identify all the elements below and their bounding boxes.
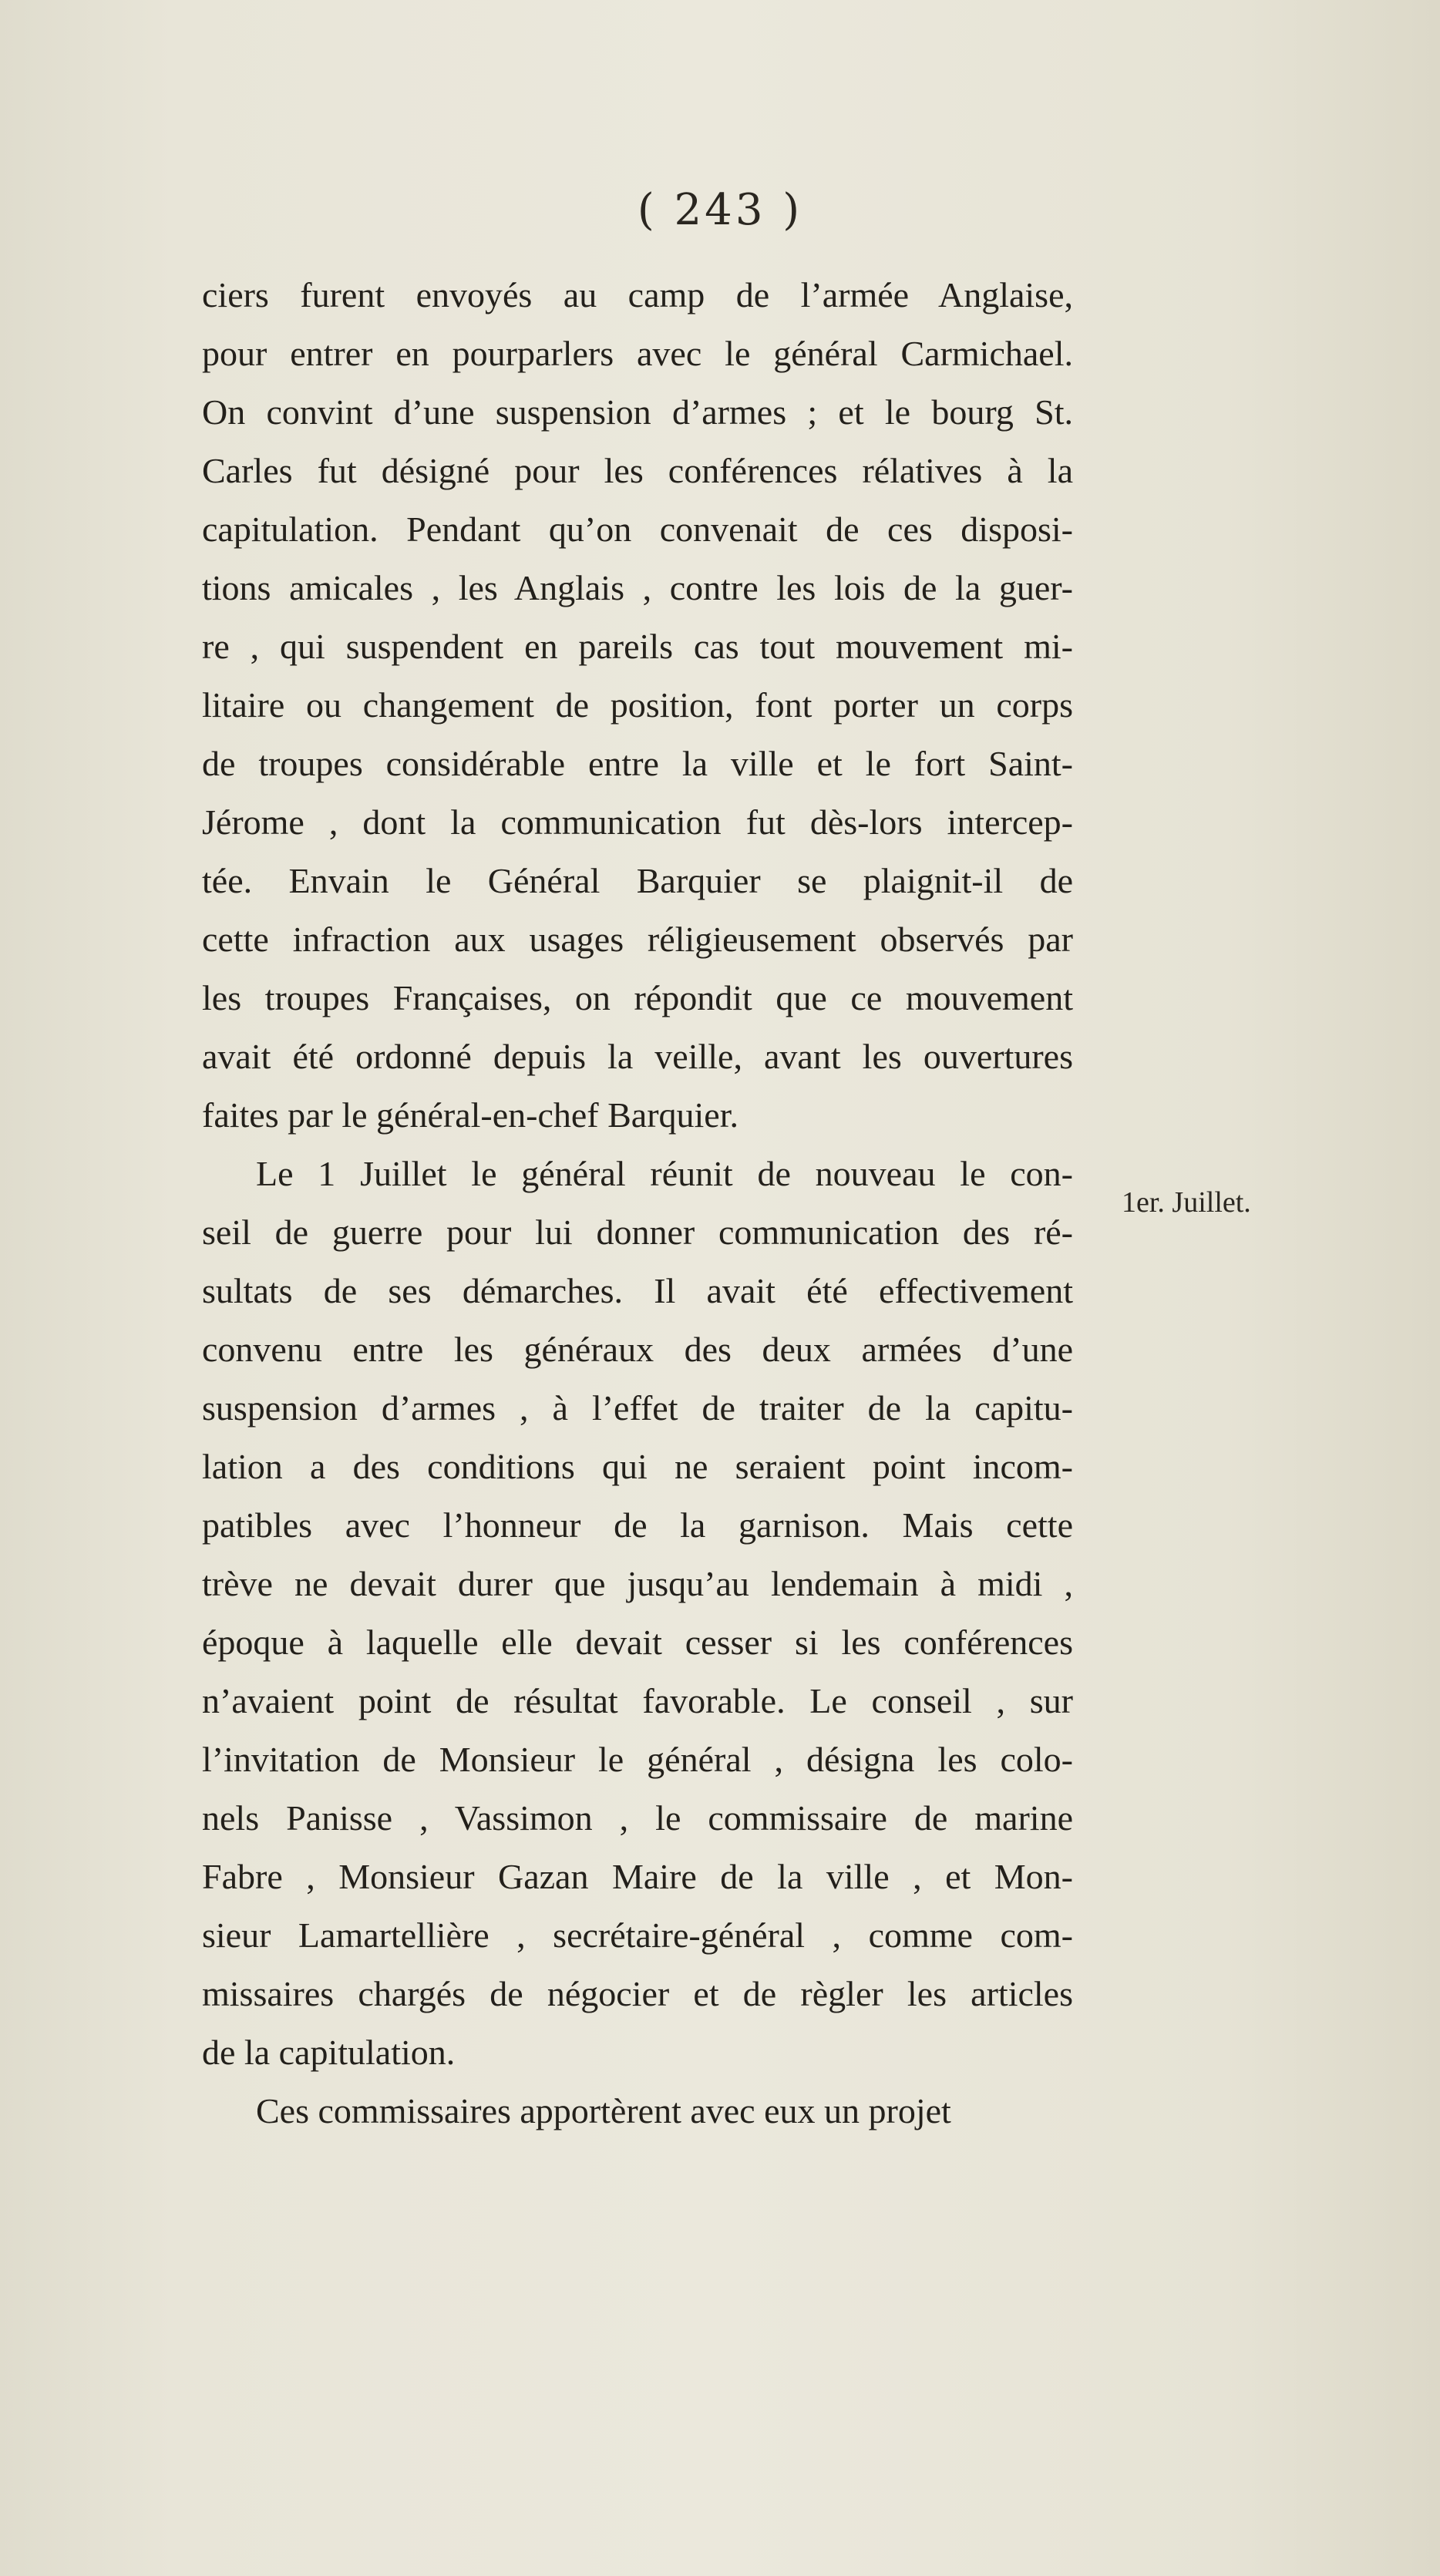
text-line: l’invitation de Monsieur le général , désigna les colo- (202, 1740, 1073, 1779)
text-line: missaires chargés de négocier et de règler les articles (202, 1974, 1073, 2013)
text-line: trève ne devait durer que jusqu’au lendemain à midi , (202, 1564, 1073, 1603)
paragraph (202, 266, 1073, 1145)
text-line: de la capitulation. (202, 2033, 456, 2072)
text-line: Jérome , dont la communication fut dès-lors intercep- (202, 802, 1073, 842)
text-line: Carles fut désigné pour les conférences rélatives à la (202, 451, 1073, 490)
text-line: patibles avec l’honneur de la garnison. Mais cette (202, 1505, 1073, 1545)
text-line: cette infraction aux usages réligieusement observés par (202, 920, 1073, 959)
show-through-text (1133, 285, 1388, 1981)
text-line: tions amicales , les Anglais , contre les lois de la guer- (202, 568, 1073, 607)
page-number: ( 243 ) (637, 185, 803, 235)
text-line: pour entrer en pourparlers avec le général Carmichael. (202, 334, 1073, 373)
text-line: Fabre , Monsieur Gazan Maire de la ville , et Mon- (202, 1857, 1073, 1896)
text-line: sieur Lamartellière , secrétaire-général , comme com- (202, 1915, 1073, 1955)
text-line: Ces commissaires apportèrent avec eux un projet (256, 2091, 951, 2130)
text-line: nels Panisse , Vassimon , le commissaire de marine (202, 1798, 1073, 1838)
text-line: avait été ordonné depuis la veille, avant les ouvertures (202, 1037, 1073, 1076)
paragraph (202, 1145, 1073, 2082)
text-line: tée. Envain le Général Barquier se plaignit-il de (202, 861, 1073, 900)
text-line: époque à laquelle elle devait cesser si les conférences (202, 1623, 1073, 1662)
text-line: re , qui suspendent en pareils cas tout mouvement mi- (202, 627, 1073, 666)
paragraph (202, 2082, 1073, 2141)
margin-note-date: 1er. Juillet. (1122, 1186, 1251, 1219)
text-line: seil de guerre pour lui donner communication des ré- (202, 1212, 1073, 1252)
text-line: de troupes considérable entre la ville et le fort Saint- (202, 744, 1073, 783)
text-line: n’avaient point de résultat favorable. Le conseil , sur (202, 1681, 1073, 1720)
text-line: capitulation. Pendant qu’on convenait de ces disposi- (202, 509, 1073, 549)
text-line: On convint d’une suspension d’armes ; et le bourg St. (202, 392, 1073, 432)
text-line: ciers furent envoyés au camp de l’armée Anglaise, (202, 275, 1073, 314)
body-text (202, 266, 1073, 2141)
text-line: suspension d’armes , à l’effet de traiter de la capitu- (202, 1388, 1073, 1428)
text-line: faites par le général-en-chef Barquier. (202, 1095, 739, 1135)
text-line: litaire ou changement de position, font porter un corps (202, 685, 1073, 725)
text-line: Le 1 Juillet le général réunit de nouveau le con- (256, 1154, 1073, 1193)
text-line: sultats de ses démarches. Il avait été effectivement (202, 1271, 1073, 1310)
text-line: les troupes Françaises, on répondit que ce mouvement (202, 978, 1073, 1017)
text-line: lation a des conditions qui ne seraient point incom- (202, 1447, 1073, 1486)
text-line: convenu entre les généraux des deux armées d’une (202, 1330, 1073, 1369)
